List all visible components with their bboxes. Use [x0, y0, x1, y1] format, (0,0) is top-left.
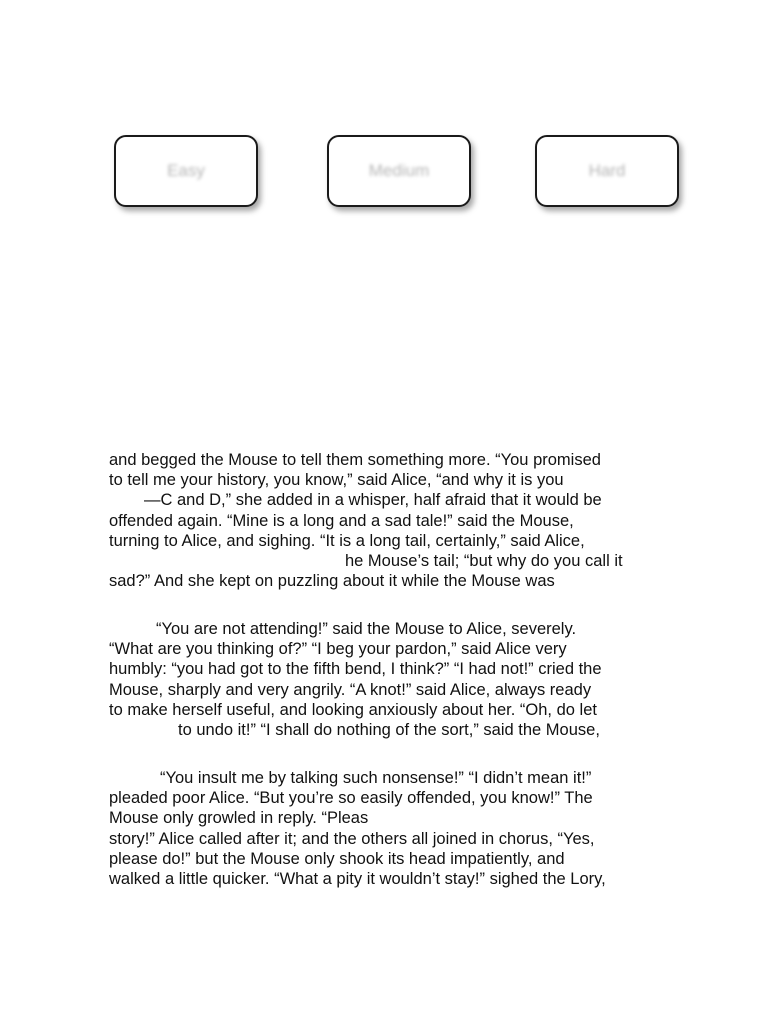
story-paragraph-1: [109, 450, 669, 591]
paragraph-line: pleaded poor Alice. “But you’re so easily offended, you know!” The: [109, 789, 593, 808]
hard-button-label: Hard: [588, 161, 626, 180]
paragraph-line: please do!” but the Mouse only shook its head impatiently, and: [109, 849, 565, 868]
paragraph-line: he Mouse’s tail; “but why do you call it: [345, 551, 623, 570]
medium-button-label: Medium: [368, 161, 430, 180]
paragraph-line: story!” Alice called after it; and the others all joined in chorus, “Yes,: [109, 829, 595, 848]
medium-button[interactable]: [327, 135, 471, 207]
paragraph-line: “You insult me by talking such nonsense!” “I didn’t mean it!”: [160, 769, 592, 787]
paragraph-line: walked a little quicker. “What a pity it wouldn’t stay!” sighed the Lory,: [109, 869, 606, 888]
story-paragraph-2: [109, 619, 669, 740]
story-paragraph-3: [109, 768, 669, 889]
paragraph-line: “You are not attending!” said the Mouse to Alice, severely.: [156, 620, 577, 638]
paragraph-line: turning to Alice, and sighing. “It is a long tail, certainly,” said Alice,: [109, 531, 585, 550]
paragraph-line: to make herself useful, and looking anxiously about her. “Oh, do let: [109, 700, 597, 719]
paragraph-line: —C and D,” she added in a whisper, half afraid that it would be: [144, 491, 602, 510]
paragraph-line: to undo it!” “I shall do nothing of the sort,” said the Mouse,: [178, 720, 600, 739]
paragraph-line: “What are you thinking of?” “I beg your pardon,” said Alice very: [109, 640, 567, 659]
paragraph-line: offended again. “Mine is a long and a sad tale!” said the Mouse,: [109, 511, 574, 530]
paragraph-line: Mouse only growled in reply. “Pleas: [109, 809, 369, 828]
paragraph-line: sad?” And she kept on puzzling about it while the Mouse was: [109, 572, 555, 591]
easy-button-label: Easy: [167, 161, 205, 180]
paragraph-line: Mouse, sharply and very angrily. “A knot!” said Alice, always ready: [109, 680, 592, 699]
hard-button[interactable]: [535, 135, 679, 207]
easy-button[interactable]: [114, 135, 258, 207]
paragraph-line: to tell me your history, you know,” said Alice, “and why it is you: [109, 471, 564, 490]
paragraph-line: humbly: “you had got to the fifth bend, I think?” “I had not!” cried the: [109, 660, 602, 679]
paragraph-line: and begged the Mouse to tell them something more. “You promised: [109, 451, 601, 469]
